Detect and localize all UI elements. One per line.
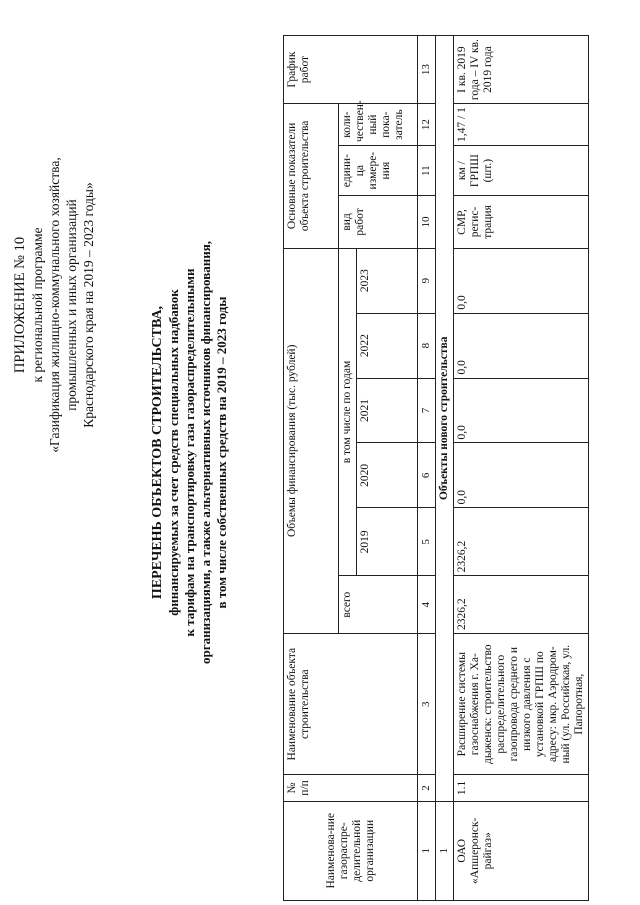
document-heading <box>150 80 230 825</box>
column-number-row <box>418 36 436 901</box>
heading-line: к тарифам на транспортировку газа газораспределительными <box>182 268 197 637</box>
column-number: 13 <box>418 36 436 104</box>
cell-work-type: СМР, регис-трация <box>454 196 589 248</box>
column-number: 6 <box>418 443 436 508</box>
header-schedule: График работ <box>284 36 418 104</box>
header-year: 2019 <box>357 508 418 576</box>
cell-num: 1.1 <box>454 775 589 801</box>
column-number: 9 <box>418 248 436 313</box>
column-number: 7 <box>418 378 436 443</box>
column-number: 10 <box>418 196 436 248</box>
cell-2022: 0,0 <box>454 313 589 378</box>
table-row <box>454 36 589 901</box>
header-work-type: вид работ <box>339 196 418 248</box>
appendix-line: промышленных и иных организаций <box>64 199 79 411</box>
appendix-line: «Газификация жилищно-коммунального хозяйства, <box>47 157 62 453</box>
header-row <box>284 36 339 901</box>
section-title: Объекты нового строительства <box>436 36 454 802</box>
header-year: 2023 <box>357 248 418 313</box>
column-number: 12 <box>418 104 436 146</box>
objects-table <box>283 35 589 901</box>
column-number: 8 <box>418 313 436 378</box>
column-number: 11 <box>418 146 436 196</box>
appendix-title: ПРИЛОЖЕНИЕ № 10 <box>12 236 28 374</box>
column-number: 1 <box>418 801 436 900</box>
column-number: 2 <box>418 775 436 801</box>
header-total: всего <box>339 576 418 634</box>
header-by-year: в том числе по годам <box>339 248 357 576</box>
header-year: 2020 <box>357 443 418 508</box>
heading-line: в том числе собственных средств на 2019 – 2023 годы <box>214 296 229 609</box>
header-year: 2022 <box>357 313 418 378</box>
appendix-line: к региональной программе <box>30 227 45 383</box>
cell-total: 2326,2 <box>454 576 589 634</box>
cell-2020: 0,0 <box>454 443 589 508</box>
cell-object: Расширение системы газоснабжения г. Ха-дыженск: строительство распределительного газопровода среднего и низкого давления с установкой ГРПШ по адресу: мкр. Аэродром-ный (ул. Российская, ул. Папоротная, <box>454 634 589 775</box>
header-num: № п/п <box>284 775 418 801</box>
column-number: 4 <box>418 576 436 634</box>
header-year: 2021 <box>357 378 418 443</box>
cell-org: ОАО «Апшеронск-райгаз» <box>454 801 589 900</box>
header-unit: едини-ца измере-ния <box>339 146 418 196</box>
section-row <box>436 36 454 901</box>
heading-line: финансируемых за счет средств специальных надбавок <box>166 289 181 616</box>
appendix-line: Краснодарского края на 2019 – 2023 годы» <box>81 182 96 428</box>
header-indicators: Основные показатели объекта строительства <box>284 104 339 248</box>
appendix-block <box>12 65 97 545</box>
header-quantity: коли-чествен-ный пока-затель <box>339 104 418 146</box>
header-org: Наименова-ние газораспре-делительной организации <box>284 801 418 900</box>
cell-schedule: I кв. 2019 года – IV кв. 2019 года <box>454 36 589 104</box>
header-funding: Объемы финансирования (тыс. рублей) <box>284 248 339 633</box>
cell-2023: 0,0 <box>454 248 589 313</box>
section-number: 1 <box>436 801 454 900</box>
cell-2019: 2326,2 <box>454 508 589 576</box>
header-object: Наименование объекта строительства <box>284 634 418 775</box>
heading-title: ПЕРЕЧЕНЬ ОБЪЕКТОВ СТРОИТЕЛЬСТВА, <box>150 305 165 600</box>
cell-2021: 0,0 <box>454 378 589 443</box>
column-number: 5 <box>418 508 436 576</box>
cell-quantity: 1,47 / 1 <box>454 104 589 146</box>
cell-unit: км / ГРПШ (шт.) <box>454 146 589 196</box>
column-number: 3 <box>418 634 436 775</box>
heading-line: организациями, а также альтернативных источников финансирования, <box>198 241 213 665</box>
